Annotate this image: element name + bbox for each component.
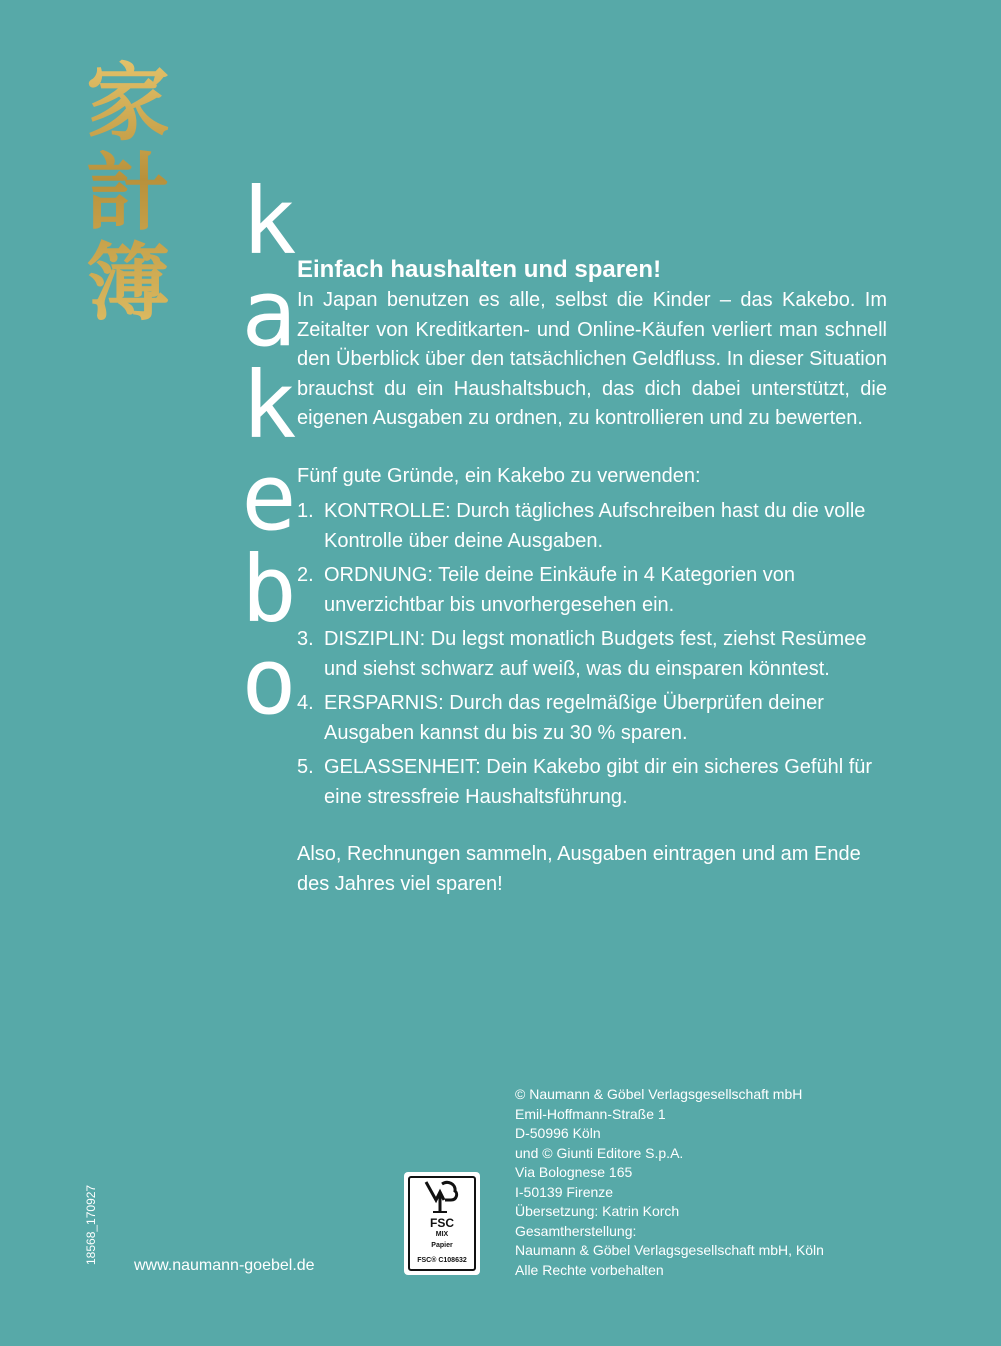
- wordmark-letter: e: [241, 444, 299, 551]
- list-number: 2.: [297, 564, 314, 586]
- fsc-brand: FSC: [430, 1216, 454, 1230]
- list-number: 4.: [297, 692, 314, 714]
- imprint-line: © Naumann & Göbel Verlagsgesellschaft mbH: [515, 1086, 803, 1102]
- list-text: GELASSENHEIT: Dein Kakebo gibt dir ein sicheres Gefühl für eine stressfreie Haushaltsführung.: [324, 756, 873, 808]
- fsc-logo: [404, 1172, 480, 1275]
- imprint-line: Emil-Hoffmann-Straße 1: [515, 1105, 666, 1122]
- product-code: 18568_170927: [84, 1184, 98, 1265]
- wordmark-letter: b: [241, 536, 299, 643]
- imprint-line: Via Bolognese 165: [515, 1164, 633, 1180]
- headline: Einfach haushalten und sparen!: [297, 256, 662, 283]
- imprint-line: und © Giunti Editore S.p.A.: [515, 1144, 684, 1161]
- intro-paragraph: In Japan benutzen es alle, selbst die Kinder – das Kakebo. Im Zeitalter von Kreditkarten- und Online-Käufen verliert man schnell den Überblick über den tatsächlichen Geldfluss. In dieser Situation brauchst du ein Haushaltsbuch, das dich dabei unterstützt, die eigenen Ausgaben zu ordnen, zu kontrollieren und zu bewerten.: [297, 289, 887, 429]
- imprint-line: Gesamtherstellung:: [515, 1222, 637, 1239]
- list-item: [297, 497, 887, 556]
- reasons-intro: Fünf gute Gründe, ein Kakebo zu verwenden:: [297, 464, 701, 487]
- list-item: [297, 689, 887, 748]
- kanji-char: 簿: [85, 233, 170, 332]
- list-number: 5.: [297, 756, 314, 778]
- kanji-title: [78, 53, 178, 332]
- reasons-list: [297, 497, 887, 812]
- website-link[interactable]: www.naumann-goebel.de: [134, 1257, 315, 1274]
- blurb: [297, 254, 887, 899]
- list-text: DISZIPLIN: Du legst monatlich Budgets fest, ziehst Resümee und siehst schwarz auf weiß, was du einsparen könntest.: [324, 628, 867, 680]
- list-text: ORDNUNG: Teile deine Einkäufe in 4 Kategorien von unverzichtbar bis unvorhergesehen ein.: [324, 564, 795, 616]
- wordmark-letter: k: [241, 352, 299, 459]
- closing-paragraph: Also, Rechnungen sammeln, Ausgaben eintragen und am Ende des Jahres viel sparen!: [297, 843, 861, 895]
- list-text: ERSPARNIS: Durch das regelmäßige Überprüfen deiner Ausgaben kannst du bis zu 30 % sparen.: [324, 692, 824, 744]
- fsc-mix: MIX: [435, 1231, 449, 1238]
- imprint-line: I-50139 Firenze: [515, 1183, 614, 1200]
- imprint-line: Übersetzung: Katrin Korch: [515, 1203, 680, 1219]
- fsc-license: FSC® C108632: [417, 1257, 467, 1264]
- list-number: 3.: [297, 628, 314, 650]
- list-item: [297, 625, 887, 684]
- kanji-char: 計: [85, 143, 170, 242]
- tree-check-icon: [418, 1178, 462, 1216]
- wordmark-letter: o: [241, 628, 299, 735]
- imprint-line: D-50996 Köln: [515, 1125, 601, 1141]
- imprint: [515, 1085, 915, 1280]
- wordmark-letter: k: [241, 168, 299, 275]
- kanji-char: 家: [85, 53, 170, 152]
- list-item: [297, 753, 887, 812]
- fsc-paper: Papier: [431, 1242, 453, 1249]
- list-number: 1.: [297, 500, 314, 522]
- imprint-line: Naumann & Göbel Verlagsgesellschaft mbH, Köln: [515, 1242, 824, 1258]
- imprint-line: Alle Rechte vorbehalten: [515, 1261, 664, 1278]
- list-text: KONTROLLE: Durch tägliches Aufschreiben hast du die volle Kontrolle über deine Ausgaben.: [324, 500, 866, 552]
- list-item: [297, 561, 887, 620]
- wordmark-letter: a: [241, 260, 299, 367]
